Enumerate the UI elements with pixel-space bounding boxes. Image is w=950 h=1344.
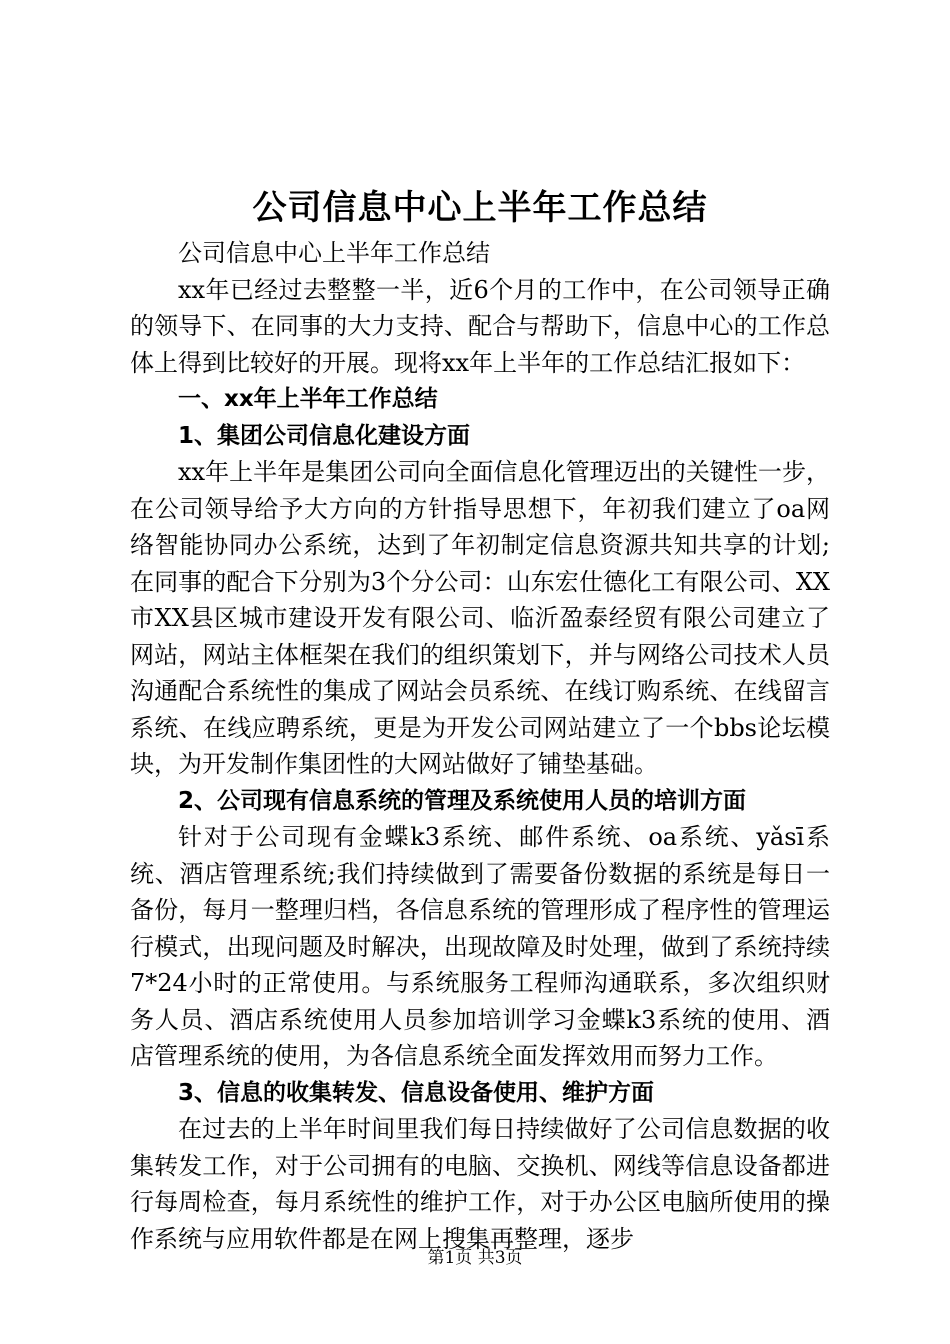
subsection-heading-1: 1、集团公司信息化建设方面 xyxy=(178,422,471,449)
paragraph-informatization: xx年上半年是集团公司向全面信息化管理迈出的关键性一步，在公司领导给予大方向的方针指导思想下，年初我们建立了oa网络智能协同办公系统，达到了年初制定信息资源共知共享的计划;在同事的配合下分别为3个分公司：山东宏仕德化工有限公司、XX市XX县区城市建设开发有限公司、临沂盈泰经贸有限公司建立了网站，网站主体框架在我们的组织策划下，并与网络公司技术人员沟通配合系统性的集成了网站会员系统、在线订购系统、在线留言系统、在线应聘系统，更是为开发公司网站建立了一个bbs论坛模块，为开发制作集团性的大网站做好了铺垫基础。 xyxy=(130,458,830,778)
paragraph-system-management: 针对于公司现有金蝶k3系统、邮件系统、oa系统、yǎsī系统、酒店管理系统;我们持续做到了需要备份数据的系统是每日一备份，每月一整理归档，各信息系统的管理形成了程序性的管理运行模式，出现问题及时解决，出现故障及时处理，做到了系统持续7*24小时的正常使用。与系统服务工程师沟通联系，多次组织财务人员、酒店系统使用人员参加培训学习金蝶k3系统的使用、酒店管理系统的使用，为各信息系统全面发挥效用而努力工作。 xyxy=(130,823,830,1070)
subsection-heading-3: 3、信息的收集转发、信息设备使用、维护方面 xyxy=(178,1079,655,1106)
paragraph-subtitle: 公司信息中心上半年工作总结 xyxy=(178,239,490,267)
page-number-footer: 第1页 共3页 xyxy=(427,1248,523,1268)
section-heading-1: 一、xx年上半年工作总结 xyxy=(178,386,438,412)
subsection-heading-2: 2、公司现有信息系统的管理及系统使用人员的培训方面 xyxy=(178,787,747,814)
document-body xyxy=(130,185,830,1257)
page-title: 公司信息中心上半年工作总结 xyxy=(252,188,708,228)
paragraph-equipment: 在过去的上半年时间里我们每日持续做好了公司信息数据的收集转发工作，对于公司拥有的电脑、交换机、网线等信息设备都进行每周检查，每月系统性的维护工作，对于办公区电脑所使用的操作系统与应用软件都是在网上搜集再整理，逐步 xyxy=(130,1115,830,1253)
paragraph-intro: xx年已经过去整整一半，近6个月的工作中，在公司领导正确的领导下、在同事的大力支持、配合与帮助下，信息中心的工作总体上得到比较好的开展。现将xx年上半年的工作总结汇报如下： xyxy=(130,275,830,377)
